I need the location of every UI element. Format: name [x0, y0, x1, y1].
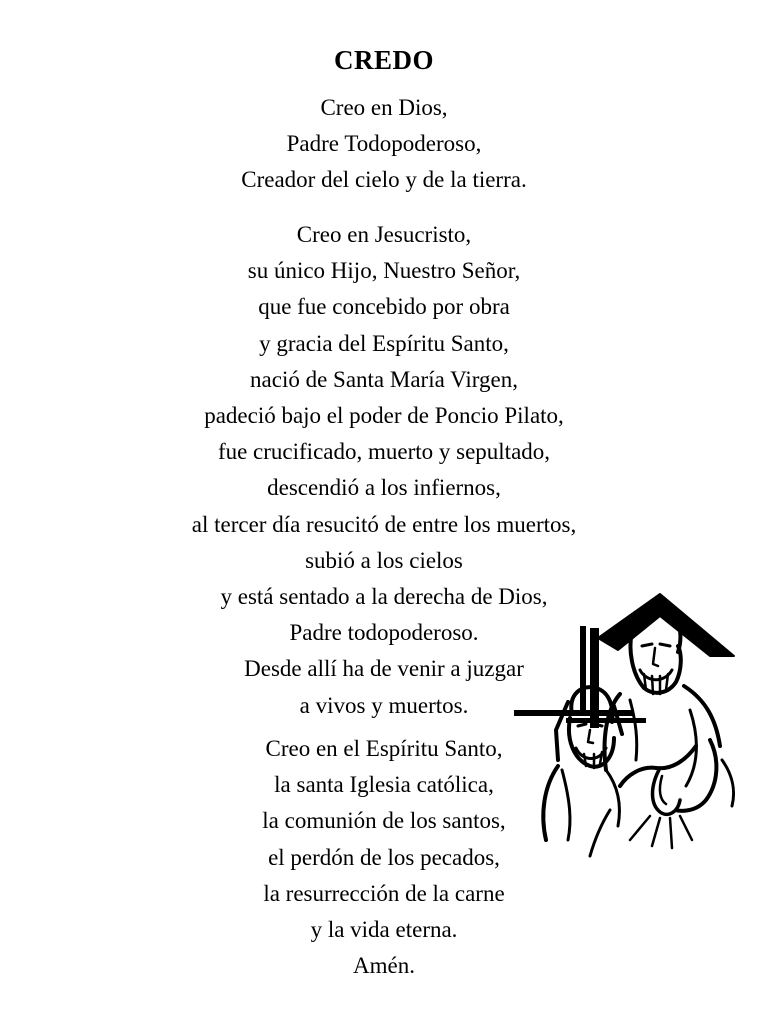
page-title: CREDO	[333, 45, 434, 75]
text-line: Creador del cielo y de la tierra.	[241, 167, 527, 193]
text-line: su único Hijo, Nuestro Señor,	[247, 258, 521, 284]
text-line: y la vida eterna.	[310, 917, 458, 943]
text-line: Creo en Dios,	[320, 95, 448, 120]
text-line: la santa Iglesia católica,	[274, 772, 494, 798]
amen-line: Amén.	[353, 953, 415, 979]
text-line: al tercer día resucitó de entre los muertos,	[191, 511, 577, 537]
text-line: descendió a los infiernos,	[267, 475, 501, 501]
text-line: y gracia del Espíritu Santo,	[259, 330, 509, 356]
text-line: a vivos y muertos.	[299, 692, 469, 718]
text-line: y está sentado a la derecha de Dios,	[220, 584, 548, 610]
text-line: Padre Todopoderoso,	[286, 131, 482, 157]
stanza-1	[0, 90, 768, 199]
text-line: Padre todopoderoso.	[289, 620, 479, 646]
text-line: el perdón de los pecados,	[268, 844, 500, 870]
text-line: padeció bajo el poder de Poncio Pilato,	[204, 403, 564, 429]
trinity-illustration-icon	[510, 590, 746, 860]
text-line: Creo en Jesucristo,	[296, 222, 472, 247]
text-line: nació de Santa María Virgen,	[250, 366, 518, 392]
text-line: subió a los cielos	[305, 547, 463, 573]
text-line: la resurrección de la carne	[263, 880, 505, 906]
text-line: fue crucificado, muerto y sepultado,	[217, 439, 551, 465]
text-line: Creo en el Espíritu Santo,	[265, 736, 503, 761]
text-line: que fue concebido por obra	[258, 294, 510, 320]
text-line: la comunión de los santos,	[262, 808, 506, 834]
text-line: Desde allí ha de venir a juzgar	[244, 656, 524, 682]
